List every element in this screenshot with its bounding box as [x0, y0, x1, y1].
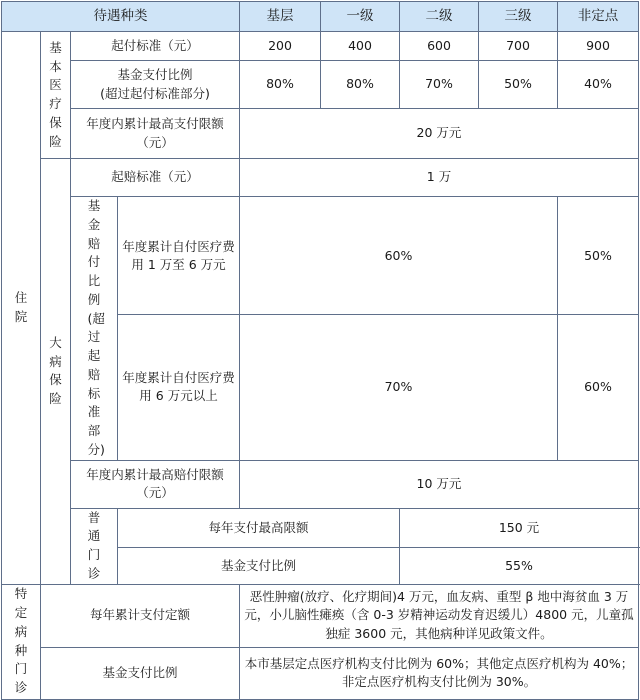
table-cell: 80%	[240, 61, 321, 109]
table-row	[2, 647, 639, 699]
level-header: 二级	[400, 2, 479, 32]
table-cell: 200	[240, 32, 321, 61]
critical-ratio-label: 基金赔付比例(超过起赔标准部分)	[71, 197, 118, 461]
outpatient-label: 普通门诊	[71, 508, 118, 584]
table-cell: 80%	[321, 61, 400, 109]
table-cell: 70%	[400, 61, 479, 109]
table-row	[2, 508, 639, 547]
header-row	[2, 2, 639, 32]
special-disease-label: 特定病种门诊	[2, 584, 41, 699]
special-quota-label: 每年累计支付定额	[41, 584, 240, 647]
table-cell: 700	[479, 32, 558, 61]
table-row	[2, 32, 639, 61]
table-cell: 400	[321, 32, 400, 61]
inpatient-label: 住院	[2, 32, 41, 585]
outpatient-max-label: 每年支付最高限额	[118, 508, 400, 547]
basic-insurance-label: 基本医疗保险	[41, 32, 71, 159]
basic-annual-max-value: 20 万元	[240, 109, 639, 159]
table-row	[2, 61, 639, 109]
critical-annual-max-label: 年度内累计最高赔付限额（元）	[71, 460, 240, 508]
critical-deductible-value: 1 万	[240, 159, 639, 197]
table-row	[2, 159, 639, 197]
outpatient-ratio-value: 55%	[400, 547, 639, 584]
benefits-table	[1, 1, 639, 700]
level-header: 非定点	[558, 2, 639, 32]
critical-deductible-label: 起赔标准（元）	[71, 159, 240, 197]
critical-tier2-value: 70%	[240, 315, 558, 460]
table-cell: 900	[558, 32, 639, 61]
special-ratio-label: 基金支付比例	[41, 647, 240, 699]
level-header: 基层	[240, 2, 321, 32]
critical-tier2-nondesignated: 60%	[558, 315, 639, 460]
special-quota-value: 恶性肿瘤(放疗、化疗期间)4 万元，血友病、重型 β 地中海贫血 3 万元，小儿脑性瘫痪（含 0-3 岁精神运动发育迟缓儿）4800 元，儿童孤独症 3600 元，其他病种详见政策文件。	[240, 584, 639, 647]
basic-deductible-label: 起付标准（元）	[71, 32, 240, 61]
critical-insurance-label: 大病保险	[41, 159, 71, 585]
category-header: 待遇种类	[2, 2, 240, 32]
critical-annual-max-value: 10 万元	[240, 460, 639, 508]
special-ratio-value: 本市基层定点医疗机构支付比例为 60%；其他定点医疗机构为 40%；非定点医疗机构支付比例为 30%。	[240, 647, 639, 699]
table-row	[2, 109, 639, 159]
outpatient-max-value: 150 元	[400, 508, 639, 547]
table-cell: 600	[400, 32, 479, 61]
table-row	[2, 197, 639, 315]
table-cell: 40%	[558, 61, 639, 109]
table-row	[2, 460, 639, 508]
basic-ratio-label: 基金支付比例 (超过起付标准部分)	[71, 61, 240, 109]
table-cell: 50%	[479, 61, 558, 109]
critical-tier1-value: 60%	[240, 197, 558, 315]
table-row	[2, 584, 639, 647]
level-header: 一级	[321, 2, 400, 32]
level-header: 三级	[479, 2, 558, 32]
critical-tier1-label: 年度累计自付医疗费用 1 万至 6 万元	[118, 197, 240, 315]
basic-annual-max-label: 年度内累计最高支付限额（元）	[71, 109, 240, 159]
outpatient-ratio-label: 基金支付比例	[118, 547, 400, 584]
critical-tier2-label: 年度累计自付医疗费用 6 万元以上	[118, 315, 240, 460]
critical-tier1-nondesignated: 50%	[558, 197, 639, 315]
